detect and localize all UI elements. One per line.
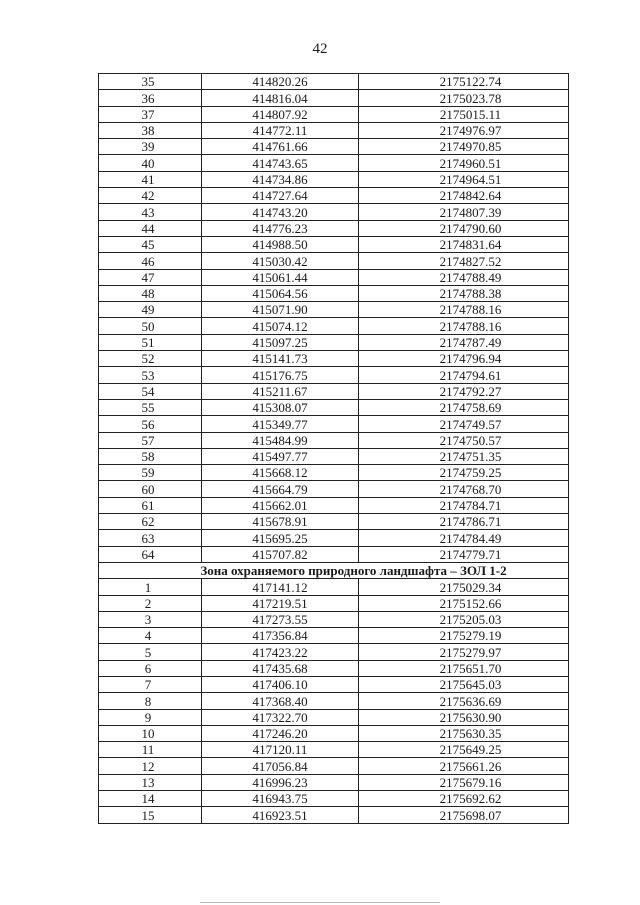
table-row bbox=[99, 155, 569, 171]
point-number-cell: 5 bbox=[99, 644, 202, 660]
table-row bbox=[99, 318, 569, 334]
x-coordinate-cell: 415668.12 bbox=[202, 465, 359, 481]
x-coordinate-cell: 417435.68 bbox=[202, 660, 359, 676]
x-coordinate-cell: 414761.66 bbox=[202, 139, 359, 155]
x-coordinate-cell: 417322.70 bbox=[202, 709, 359, 725]
x-coordinate-cell: 414988.50 bbox=[202, 236, 359, 252]
x-coordinate-cell: 415497.77 bbox=[202, 448, 359, 464]
y-coordinate-cell: 2174788.38 bbox=[359, 285, 569, 301]
y-coordinate-cell: 2175661.26 bbox=[359, 758, 569, 774]
y-coordinate-cell: 2174970.85 bbox=[359, 139, 569, 155]
x-coordinate-cell: 415678.91 bbox=[202, 514, 359, 530]
table-row bbox=[99, 122, 569, 138]
table-row bbox=[99, 188, 569, 204]
table-row bbox=[99, 742, 569, 758]
x-coordinate-cell: 417120.11 bbox=[202, 742, 359, 758]
y-coordinate-cell: 2175630.90 bbox=[359, 709, 569, 725]
y-coordinate-cell: 2175649.25 bbox=[359, 742, 569, 758]
point-number-cell: 11 bbox=[99, 742, 202, 758]
table-row bbox=[99, 171, 569, 187]
point-number-cell: 43 bbox=[99, 204, 202, 220]
point-number-cell: 10 bbox=[99, 725, 202, 741]
x-coordinate-cell: 415141.73 bbox=[202, 351, 359, 367]
table-row bbox=[99, 481, 569, 497]
section-row bbox=[99, 562, 569, 578]
table-row bbox=[99, 74, 569, 90]
table-row bbox=[99, 628, 569, 644]
y-coordinate-cell: 2174788.16 bbox=[359, 302, 569, 318]
x-coordinate-cell: 416923.51 bbox=[202, 807, 359, 823]
point-number-cell: 50 bbox=[99, 318, 202, 334]
table-row bbox=[99, 285, 569, 301]
point-number-cell: 40 bbox=[99, 155, 202, 171]
table-row bbox=[99, 90, 569, 106]
point-number-cell: 52 bbox=[99, 351, 202, 367]
point-number-cell: 64 bbox=[99, 546, 202, 562]
point-number-cell: 47 bbox=[99, 269, 202, 285]
x-coordinate-cell: 415308.07 bbox=[202, 399, 359, 415]
y-coordinate-cell: 2174827.52 bbox=[359, 253, 569, 269]
y-coordinate-cell: 2175152.66 bbox=[359, 595, 569, 611]
x-coordinate-cell: 415176.75 bbox=[202, 367, 359, 383]
table-row bbox=[99, 432, 569, 448]
x-coordinate-cell: 414734.86 bbox=[202, 171, 359, 187]
point-number-cell: 35 bbox=[99, 74, 202, 90]
point-number-cell: 3 bbox=[99, 611, 202, 627]
point-number-cell: 7 bbox=[99, 676, 202, 692]
y-coordinate-cell: 2174786.71 bbox=[359, 514, 569, 530]
point-number-cell: 44 bbox=[99, 220, 202, 236]
point-number-cell: 2 bbox=[99, 595, 202, 611]
y-coordinate-cell: 2174787.49 bbox=[359, 334, 569, 350]
point-number-cell: 59 bbox=[99, 465, 202, 481]
table-row bbox=[99, 791, 569, 807]
point-number-cell: 60 bbox=[99, 481, 202, 497]
section-title: Зона охраняемого природного ландшафта – ЗОЛ 1-2 bbox=[99, 562, 569, 578]
x-coordinate-cell: 417368.40 bbox=[202, 693, 359, 709]
point-number-cell: 58 bbox=[99, 448, 202, 464]
x-coordinate-cell: 417056.84 bbox=[202, 758, 359, 774]
x-coordinate-cell: 414743.65 bbox=[202, 155, 359, 171]
table-row bbox=[99, 269, 569, 285]
point-number-cell: 15 bbox=[99, 807, 202, 823]
y-coordinate-cell: 2174964.51 bbox=[359, 171, 569, 187]
x-coordinate-cell: 417246.20 bbox=[202, 725, 359, 741]
table-row bbox=[99, 758, 569, 774]
y-coordinate-cell: 2175651.70 bbox=[359, 660, 569, 676]
point-number-cell: 53 bbox=[99, 367, 202, 383]
table-row bbox=[99, 497, 569, 513]
table-row bbox=[99, 367, 569, 383]
x-coordinate-cell: 416996.23 bbox=[202, 774, 359, 790]
y-coordinate-cell: 2174796.94 bbox=[359, 351, 569, 367]
y-coordinate-cell: 2174759.25 bbox=[359, 465, 569, 481]
x-coordinate-cell: 417141.12 bbox=[202, 579, 359, 595]
y-coordinate-cell: 2175122.74 bbox=[359, 74, 569, 90]
y-coordinate-cell: 2174831.64 bbox=[359, 236, 569, 252]
point-number-cell: 41 bbox=[99, 171, 202, 187]
y-coordinate-cell: 2174960.51 bbox=[359, 155, 569, 171]
table-row bbox=[99, 253, 569, 269]
x-coordinate-cell: 417356.84 bbox=[202, 628, 359, 644]
table-row bbox=[99, 807, 569, 823]
x-coordinate-cell: 414772.11 bbox=[202, 122, 359, 138]
x-coordinate-cell: 415064.56 bbox=[202, 285, 359, 301]
y-coordinate-cell: 2174784.71 bbox=[359, 497, 569, 513]
y-coordinate-cell: 2174779.71 bbox=[359, 546, 569, 562]
point-number-cell: 36 bbox=[99, 90, 202, 106]
x-coordinate-cell: 415664.79 bbox=[202, 481, 359, 497]
point-number-cell: 57 bbox=[99, 432, 202, 448]
x-coordinate-cell: 414727.64 bbox=[202, 188, 359, 204]
point-number-cell: 6 bbox=[99, 660, 202, 676]
point-number-cell: 55 bbox=[99, 399, 202, 415]
y-coordinate-cell: 2175630.35 bbox=[359, 725, 569, 741]
table-row bbox=[99, 595, 569, 611]
y-coordinate-cell: 2174751.35 bbox=[359, 448, 569, 464]
y-coordinate-cell: 2174976.97 bbox=[359, 122, 569, 138]
table-row bbox=[99, 644, 569, 660]
table-row bbox=[99, 676, 569, 692]
y-coordinate-cell: 2175023.78 bbox=[359, 90, 569, 106]
table-row bbox=[99, 236, 569, 252]
y-coordinate-cell: 2175029.34 bbox=[359, 579, 569, 595]
x-coordinate-cell: 415349.77 bbox=[202, 416, 359, 432]
y-coordinate-cell: 2174758.69 bbox=[359, 399, 569, 415]
x-coordinate-cell: 414816.04 bbox=[202, 90, 359, 106]
x-coordinate-cell: 417423.22 bbox=[202, 644, 359, 660]
y-coordinate-cell: 2174750.57 bbox=[359, 432, 569, 448]
table-row bbox=[99, 530, 569, 546]
x-coordinate-cell: 415707.82 bbox=[202, 546, 359, 562]
table-row bbox=[99, 220, 569, 236]
x-coordinate-cell: 415071.90 bbox=[202, 302, 359, 318]
table-row bbox=[99, 709, 569, 725]
x-coordinate-cell: 417219.51 bbox=[202, 595, 359, 611]
point-number-cell: 4 bbox=[99, 628, 202, 644]
table-row bbox=[99, 416, 569, 432]
table-row bbox=[99, 302, 569, 318]
y-coordinate-cell: 2174807.39 bbox=[359, 204, 569, 220]
table-row bbox=[99, 546, 569, 562]
x-coordinate-cell: 415030.42 bbox=[202, 253, 359, 269]
x-coordinate-cell: 417406.10 bbox=[202, 676, 359, 692]
table-row bbox=[99, 106, 569, 122]
y-coordinate-cell: 2174842.64 bbox=[359, 188, 569, 204]
table-row bbox=[99, 774, 569, 790]
table-row bbox=[99, 383, 569, 399]
point-number-cell: 37 bbox=[99, 106, 202, 122]
table-row bbox=[99, 514, 569, 530]
x-coordinate-cell: 414743.20 bbox=[202, 204, 359, 220]
point-number-cell: 62 bbox=[99, 514, 202, 530]
y-coordinate-cell: 2175645.03 bbox=[359, 676, 569, 692]
coordinates-table-body bbox=[99, 74, 569, 824]
point-number-cell: 13 bbox=[99, 774, 202, 790]
point-number-cell: 8 bbox=[99, 693, 202, 709]
y-coordinate-cell: 2175636.69 bbox=[359, 693, 569, 709]
y-coordinate-cell: 2174792.27 bbox=[359, 383, 569, 399]
point-number-cell: 46 bbox=[99, 253, 202, 269]
y-coordinate-cell: 2174790.60 bbox=[359, 220, 569, 236]
page-number: 42 bbox=[312, 41, 328, 57]
point-number-cell: 1 bbox=[99, 579, 202, 595]
point-number-cell: 9 bbox=[99, 709, 202, 725]
point-number-cell: 42 bbox=[99, 188, 202, 204]
footer-rule bbox=[200, 902, 440, 903]
x-coordinate-cell: 415097.25 bbox=[202, 334, 359, 350]
x-coordinate-cell: 416943.75 bbox=[202, 791, 359, 807]
point-number-cell: 49 bbox=[99, 302, 202, 318]
x-coordinate-cell: 415662.01 bbox=[202, 497, 359, 513]
table-row bbox=[99, 693, 569, 709]
table-row bbox=[99, 139, 569, 155]
x-coordinate-cell: 414807.92 bbox=[202, 106, 359, 122]
x-coordinate-cell: 417273.55 bbox=[202, 611, 359, 627]
coordinates-table bbox=[98, 73, 569, 824]
x-coordinate-cell: 415484.99 bbox=[202, 432, 359, 448]
x-coordinate-cell: 414776.23 bbox=[202, 220, 359, 236]
point-number-cell: 63 bbox=[99, 530, 202, 546]
table-row bbox=[99, 579, 569, 595]
y-coordinate-cell: 2174768.70 bbox=[359, 481, 569, 497]
table-row bbox=[99, 334, 569, 350]
x-coordinate-cell: 415074.12 bbox=[202, 318, 359, 334]
y-coordinate-cell: 2175692.62 bbox=[359, 791, 569, 807]
point-number-cell: 48 bbox=[99, 285, 202, 301]
table-row bbox=[99, 465, 569, 481]
x-coordinate-cell: 415211.67 bbox=[202, 383, 359, 399]
table-row bbox=[99, 725, 569, 741]
table-row bbox=[99, 399, 569, 415]
table-row bbox=[99, 660, 569, 676]
table-row bbox=[99, 204, 569, 220]
point-number-cell: 56 bbox=[99, 416, 202, 432]
x-coordinate-cell: 415695.25 bbox=[202, 530, 359, 546]
y-coordinate-cell: 2174794.61 bbox=[359, 367, 569, 383]
point-number-cell: 54 bbox=[99, 383, 202, 399]
y-coordinate-cell: 2175279.19 bbox=[359, 628, 569, 644]
point-number-cell: 51 bbox=[99, 334, 202, 350]
y-coordinate-cell: 2175279.97 bbox=[359, 644, 569, 660]
point-number-cell: 12 bbox=[99, 758, 202, 774]
y-coordinate-cell: 2175679.16 bbox=[359, 774, 569, 790]
point-number-cell: 38 bbox=[99, 122, 202, 138]
y-coordinate-cell: 2174788.49 bbox=[359, 269, 569, 285]
y-coordinate-cell: 2175205.03 bbox=[359, 611, 569, 627]
table-row bbox=[99, 351, 569, 367]
point-number-cell: 45 bbox=[99, 236, 202, 252]
y-coordinate-cell: 2175015.11 bbox=[359, 106, 569, 122]
y-coordinate-cell: 2174784.49 bbox=[359, 530, 569, 546]
x-coordinate-cell: 414820.26 bbox=[202, 74, 359, 90]
y-coordinate-cell: 2174749.57 bbox=[359, 416, 569, 432]
x-coordinate-cell: 415061.44 bbox=[202, 269, 359, 285]
table-row bbox=[99, 611, 569, 627]
y-coordinate-cell: 2175698.07 bbox=[359, 807, 569, 823]
point-number-cell: 39 bbox=[99, 139, 202, 155]
point-number-cell: 14 bbox=[99, 791, 202, 807]
table-row bbox=[99, 448, 569, 464]
y-coordinate-cell: 2174788.16 bbox=[359, 318, 569, 334]
point-number-cell: 61 bbox=[99, 497, 202, 513]
